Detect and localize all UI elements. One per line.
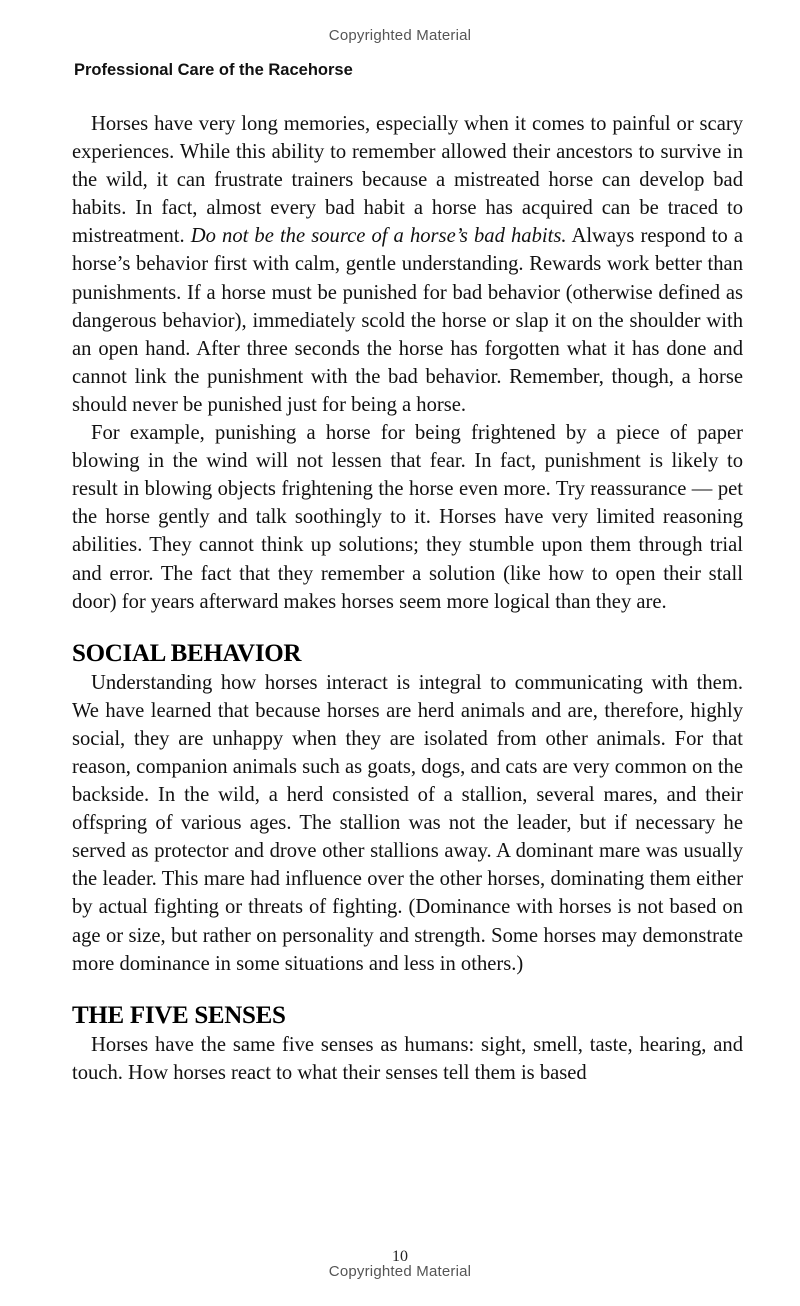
paragraph-example: For example, punishing a horse for being frightened by a piece of paper blowing in the wind will not lessen that fear. In fact, punishment is likely to result in blowing objects frightening the horse even more. Try reassurance — pet the horse gently and talk soothingly to it. Horses have very limited reasoning abilities. They cannot think up solutions; they stumble upon them through trial and error. The fact that they remember a solution (like how to open their stall door) for years afterward makes horses seem more logical than they are. (72, 422, 743, 613)
paragraph-memories-start: Horses have very long memories, especially when it comes to painful or scary experiences. While this ability to remember allowed their ancestors to survive in the wild, it can frustrate trainers because a mistreated horse can develop bad habits. In fact, almost every bad habit a horse has acquired can be traced to mistreatment. (72, 113, 743, 248)
page-body (72, 110, 743, 1087)
paragraph-memories-emphasis: Do not be the source of a horse’s bad habits. (190, 225, 567, 248)
paragraph-memories-end: Always respond to a horse’s behavior first with calm, gentle understanding. Rewards work better than punishments. If a horse must be punished for bad behavior (otherwise defined as dangerous behavior), immediately scold the horse or slap it on the shoulder with an open hand. After three seconds the horse has forgotten what it has done and cannot link the punishment with the bad behavior. Remember, though, a horse should never be punished just for being a horse. (72, 225, 744, 416)
section-heading-social-behavior: SOCIAL BEHAVIOR (72, 639, 302, 667)
paragraph-memories (72, 110, 743, 419)
running-head: Professional Care of the Racehorse (74, 61, 353, 79)
paragraph-social-behavior: Understanding how horses interact is integral to communicating with them. We have learned that because horses are herd animals and are, therefore, highly social, they are unhappy when they are isolated from other animals. For that reason, companion animals such as goats, dogs, and cats are very common on the backside. In the wild, a herd consisted of a stallion, several mares, and their offspring of various ages. The stallion was not the leader, but if necessary he served as protector and drove other stallions away. A dominant mare was usually the leader. This mare had influence over the other horses, dominating them either by actual fighting or threats of fighting. (Dominance with horses is not based on age or size, but rather on personality and strength. Some horses may demonstrate more dominance in some situations and less in others.) (72, 671, 743, 975)
copyright-watermark-bottom: Copyrighted Material (328, 1263, 472, 1280)
copyright-watermark-top: Copyrighted Material (328, 27, 472, 44)
paragraph-five-senses: Horses have the same five senses as humans: sight, smell, taste, hearing, and touch. How horses react to what their senses tell them is based (72, 1033, 743, 1084)
section-heading-five-senses: THE FIVE SENSES (72, 1001, 286, 1029)
page-number: 10 (392, 1248, 408, 1265)
